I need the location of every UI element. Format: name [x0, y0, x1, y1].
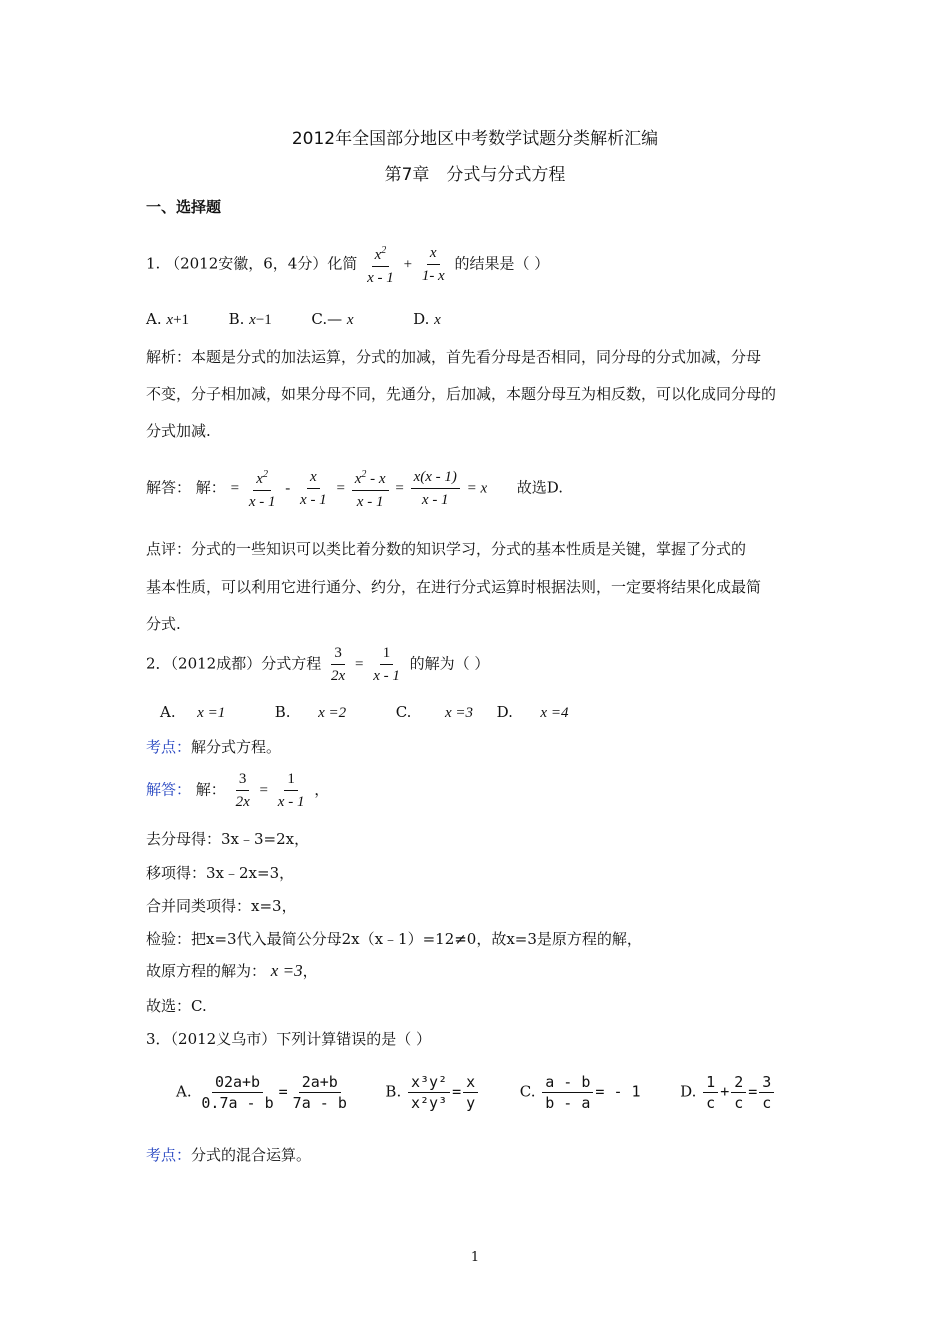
q1-option-a-var: x [166, 312, 174, 328]
q2-kaodian-text: 解分式方程。 [191, 738, 282, 756]
q1-answer-eq-1: = [230, 480, 240, 497]
q2-step-6: 故选：C. [146, 997, 207, 1015]
q1-plus: + [403, 256, 413, 273]
q3-option-a-label: A. [176, 1082, 192, 1101]
q2-fraction-2 [370, 642, 403, 687]
q1-answer-frac-1 [246, 464, 279, 513]
q2-step-5-suffix: ， [302, 962, 318, 980]
q2-option-c-label: C. [395, 703, 412, 721]
q1-option-b-rest: −1 [255, 312, 272, 328]
q1-option-b-label: B. [228, 310, 245, 328]
q2-option-d-value: x =4 [540, 705, 569, 721]
q3-d-d2: c [734, 1094, 744, 1112]
q1-af2-num: x [307, 466, 320, 489]
q2-step-5-value: x =3 [270, 961, 303, 980]
q2-step-3: 合并同类项得：x=3， [146, 897, 297, 915]
question-3-stem: 3．（2012义乌市）下列计算错误的是（ ） [146, 1030, 431, 1048]
q1-f1-sup: 2 [381, 245, 387, 256]
q3-d-d1: c [706, 1094, 716, 1112]
q2-fraction-1 [328, 642, 348, 687]
q1-comment-line-1: 点评：分式的一些知识可以类比着分数的知识学习，分式的基本性质是关键，掌握了分式的 [146, 540, 747, 558]
q2-jieda-frac-1 [233, 768, 253, 813]
q1-option-c-label: C.— [311, 310, 343, 328]
q3-option-b-label: B. [385, 1082, 402, 1101]
q2-jf1-num: 3 [236, 768, 250, 791]
q3-kaodian-label: 考点： [146, 1146, 192, 1164]
q1-fraction-1 [364, 240, 397, 289]
q1-af1-sup: 2 [262, 469, 268, 480]
q2-option-b-value: x =2 [318, 705, 347, 721]
q2-jieda-text: 解： [195, 780, 226, 799]
q3-a-d2: 7a - b [292, 1094, 347, 1112]
q3-a-n2: 2a+b [299, 1072, 341, 1093]
page-title: 2012年全国部分地区中考数学试题分类解析汇编 [291, 129, 659, 149]
q1-stem-suffix: 的结果是（ ） [454, 254, 550, 273]
q1-option-b-var: x [249, 312, 256, 328]
q2-jieda [146, 768, 329, 813]
q2-jieda-frac-2 [275, 768, 308, 813]
q1-answer-minus: - [285, 480, 291, 497]
q2-stem-suffix: 的解为（ ） [409, 654, 490, 673]
q2-jieda-label: 解答： [146, 780, 192, 799]
q2-step-5 [146, 960, 318, 981]
q2-option-d-label: D. [496, 703, 513, 721]
question-1-stem [146, 240, 549, 289]
q3-a-d1: 0.7a - b [201, 1094, 274, 1112]
q1-af3-num-b: - x [366, 471, 386, 487]
q3-b-d1: x²y³ [411, 1094, 448, 1112]
q2-step-4: 检验：把x=3代入最简公分母2x（x﹣1）=12≠0，故x=3是原方程的解， [146, 930, 642, 948]
q1-af4-den: x - 1 [421, 492, 449, 508]
q3-c-d1: b - a [545, 1094, 591, 1112]
q3-a-eq: = [278, 1082, 288, 1101]
q1-f1-den: x - 1 [367, 270, 394, 286]
q3-b-d2: y [466, 1094, 476, 1112]
q1-comment-line-3: 分式. [146, 615, 181, 633]
q3-d-eq: = [748, 1082, 758, 1101]
q2-option-b-label: B. [274, 703, 291, 721]
q1-af1-num: x [256, 471, 263, 487]
q1-f2-num: x [427, 242, 440, 265]
q2-stem-prefix: 2．（2012成都）分式方程 [146, 654, 322, 673]
q1-comment-line-2: 基本性质，可以利用它进行通分、约分，在进行分式运算时根据法则，一定要将结果化成最简 [146, 578, 762, 596]
q1-af1-den: x - 1 [248, 494, 276, 510]
q2-step-1: 去分母得：3x﹣3=2x， [146, 830, 310, 848]
q1-analysis-line-2: 不变，分子相加减，如果分母不同，先通分，后加减，本题分母互为相反数，可以化成同分母的 [146, 385, 777, 403]
q1-answer-eq-3: = [395, 480, 404, 497]
chapter-title: 第7章 分式与分式方程 [384, 165, 566, 185]
page-number: 1 [470, 1250, 480, 1265]
q1-options [146, 310, 441, 329]
q1-answer-result: = x [466, 480, 488, 497]
q2-options [160, 703, 568, 722]
q3-d-plus: + [720, 1082, 730, 1101]
q1-stem-prefix: 1. （2012安徽，6，4分）化简 [146, 254, 358, 273]
q3-d-n2: 2 [731, 1072, 746, 1093]
q1-answer-frac-3 [352, 464, 389, 513]
q2-jieda-eq: = [259, 782, 269, 799]
q2-jf1-den: 2x [235, 794, 250, 810]
q2-jf2-num: 1 [284, 768, 298, 791]
q2-kaodian-label: 考点： [146, 738, 192, 756]
q1-option-a-label: A. [146, 310, 162, 328]
q3-d-d3: c [762, 1094, 772, 1112]
q1-af3-den: x - 1 [356, 494, 384, 510]
q3-option-c-label: C. [519, 1082, 536, 1101]
q3-d-frac-1 [703, 1072, 718, 1113]
q1-af3-sup: 2 [361, 469, 367, 480]
q3-option-d-label: D. [680, 1082, 697, 1101]
q3-b-n1: x³y² [408, 1072, 450, 1093]
q3-c-rest: = - 1 [595, 1082, 641, 1101]
q3-kaodian [146, 1144, 311, 1165]
q3-d-frac-3 [759, 1072, 774, 1113]
q1-analysis-line-1: 解析：本题是分式的加法运算，分式的加减，首先看分母是否相同，同分母的分式加减，分母 [146, 348, 762, 366]
q1-option-a-rest: +1 [173, 312, 190, 328]
q3-d-n1: 1 [703, 1072, 718, 1093]
q2-option-a-label: A. [160, 703, 176, 721]
q1-f2-den: 1- x [421, 268, 445, 284]
q1-answer-frac-2 [297, 466, 330, 511]
q3-kaodian-text: 分式的混合运算。 [191, 1146, 312, 1164]
q2-option-c-value: x =3 [445, 705, 474, 721]
q2-jf2-den: x - 1 [277, 794, 305, 810]
q1-af3-num-a: x [354, 471, 362, 487]
q2-option-a-value: x =1 [197, 705, 226, 721]
q1-answer-suffix: 故选D. [516, 478, 564, 497]
q1-answer-frac-4 [411, 466, 460, 511]
q3-a-n1: 02a+b [212, 1072, 263, 1093]
q3-d-frac-2 [731, 1072, 746, 1113]
q1-af4-num: x(x - 1) [411, 466, 460, 489]
q3-c-n1: a - b [542, 1072, 593, 1093]
q2-f1-num: 3 [331, 642, 345, 665]
q3-b-frac-1 [408, 1072, 450, 1113]
q1-option-c-var: x [346, 312, 354, 328]
q3-a-frac-2 [290, 1072, 350, 1113]
q3-c-frac-1 [542, 1072, 593, 1113]
question-2-stem [146, 642, 489, 687]
q1-fraction-2 [419, 242, 448, 287]
q2-kaodian [146, 736, 281, 757]
q2-f2-num: 1 [380, 642, 394, 665]
q3-d-n3: 3 [759, 1072, 774, 1093]
q3-b-n2: x [463, 1072, 478, 1093]
q2-step-5-prefix: 故原方程的解为： [146, 962, 267, 980]
q2-f2-den: x - 1 [373, 668, 400, 684]
q1-answer [146, 464, 563, 513]
q1-option-d-var: x [434, 312, 441, 328]
q3-b-eq: = [452, 1082, 462, 1101]
q3-b-frac-2 [463, 1072, 478, 1113]
q3-options [176, 1072, 776, 1113]
q2-jieda-comma: ， [314, 780, 330, 799]
q1-answer-eq-2: = [336, 480, 345, 497]
q1-option-d-label: D. [413, 310, 430, 328]
q1-answer-prefix: 解答： 解： [146, 478, 226, 497]
q2-step-2: 移项得：3x﹣2x=3， [146, 864, 295, 882]
q1-f1-num: x [374, 247, 382, 263]
q2-f1-den: 2x [331, 668, 346, 684]
q2-eq: = [354, 656, 364, 673]
q1-analysis-line-3: 分式加减. [146, 422, 211, 440]
q1-af2-den: x - 1 [300, 492, 327, 508]
section-heading: 一、选择题 [146, 198, 222, 216]
q3-a-frac-1 [198, 1072, 276, 1113]
